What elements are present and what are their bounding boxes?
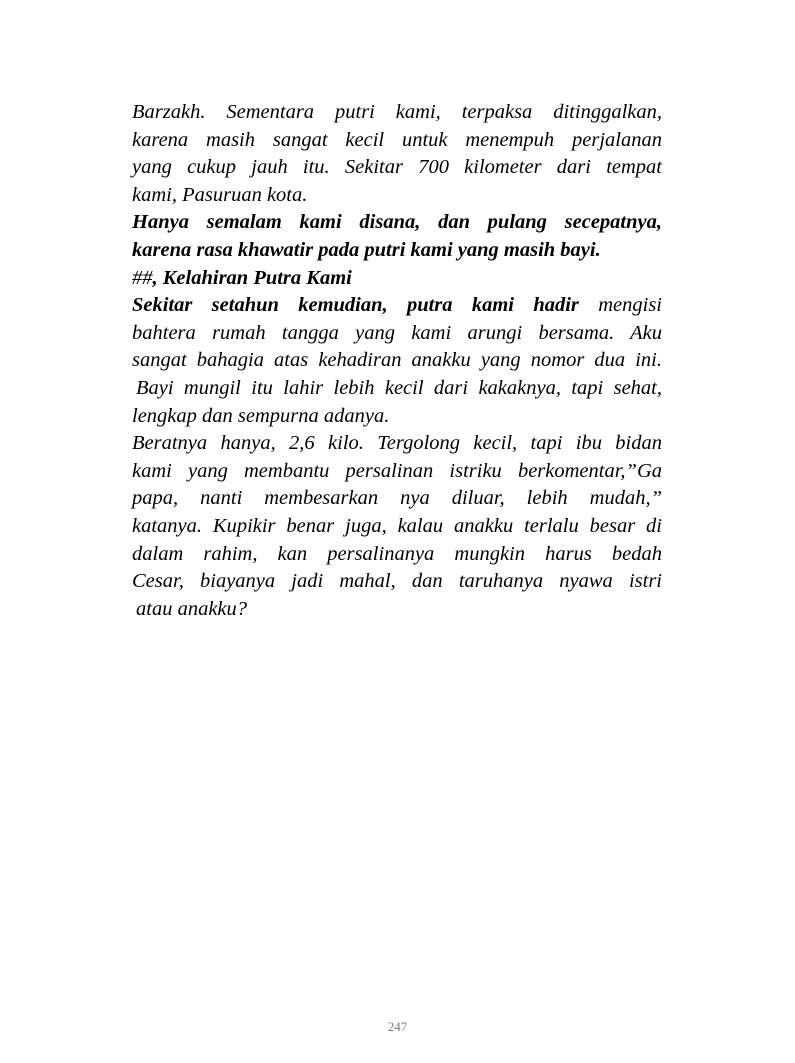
text-line: dalam rahim, kan persalinanya mungkin harus bedah: [132, 542, 662, 565]
text-line: Cesar, biayanya jadi mahal, dan taruhanya nyawa istri: [132, 570, 662, 593]
text-line: atau anakku?: [136, 597, 248, 620]
text-line: sangat bahagia atas kehadiran anakku yang nomor dua ini.: [132, 349, 662, 372]
text-line-bold: karena rasa khawatir pada putri kami yang masih bayi.: [132, 238, 601, 261]
text-line-mixed: [132, 292, 662, 320]
page-number: 247: [387, 1019, 408, 1034]
text-line: yang cukup jauh itu. Sekitar 700 kilometer dari tempat: [132, 156, 662, 179]
text-line: Beratnya hanya, 2,6 kilo. Tergolong kecil, tapi ibu bidan: [132, 432, 662, 455]
text-line: Bayi mungil itu lahir lebih kecil dari kakaknya, tapi sehat,: [136, 376, 662, 399]
body-text: [132, 99, 662, 623]
lead-rest: mengisi: [598, 294, 662, 317]
text-line: Barzakh. Sementara putri kami, terpaksa ditinggalkan,: [132, 101, 662, 123]
text-line: bahtera rumah tangga yang kami arungi bersama. Aku: [132, 321, 662, 344]
text-line: kami yang membantu persalinan istriku berkomentar,”Ga: [132, 459, 662, 482]
text-line-bold: Hanya semalam kami disana, dan pulang secepatnya,: [132, 211, 662, 234]
text-line: lengkap dan sempurna adanya.: [132, 404, 390, 427]
heading-prefix: ##: [132, 266, 153, 289]
heading-title: , Kelahiran Putra Kami: [152, 266, 352, 289]
text-line: karena masih sangat kecil untuk menempuh perjalanan: [132, 128, 662, 151]
bold-lead: Sekitar setahun kemudian, putra kami hadir: [132, 294, 579, 317]
text-line: kami, Pasuruan kota.: [132, 183, 308, 206]
text-line: papa, nanti membesarkan nya diluar, lebih mudah,”: [132, 487, 662, 510]
text-line: katanya. Kupikir benar juga, kalau anakku terlalu besar di: [132, 514, 662, 537]
section-heading: [132, 265, 662, 293]
